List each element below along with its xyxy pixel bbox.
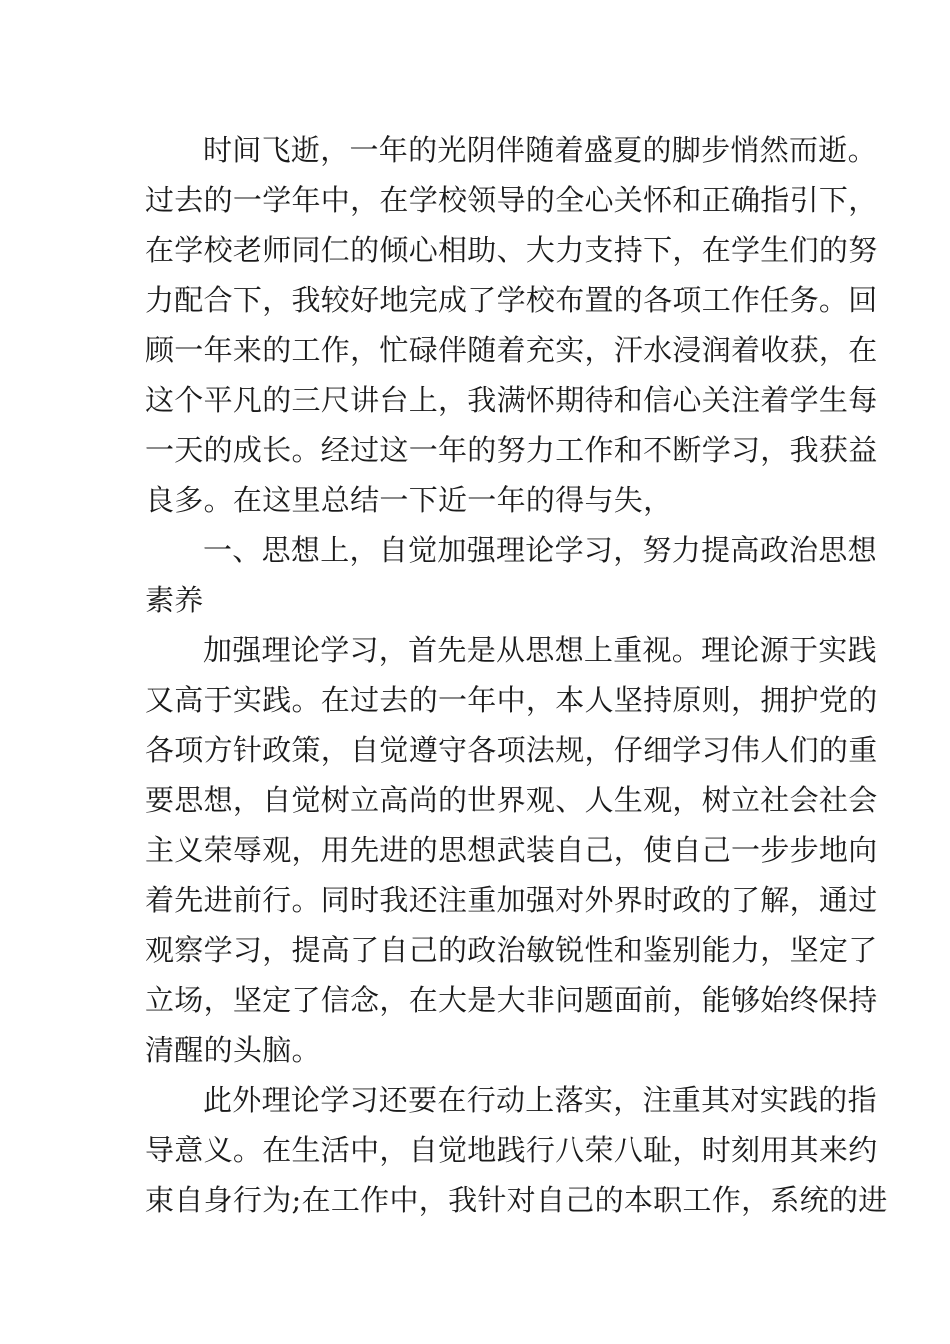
paragraph-line: 着先进前行。同时我还注重加强对外界时政的了解，通过: [145, 883, 878, 917]
section-heading-line: 素养: [145, 583, 204, 617]
paragraph-line: 这个平凡的三尺讲台上，我满怀期待和信心关注着学生每: [145, 383, 878, 417]
paragraph-line: 在学校老师同仁的倾心相助、大力支持下，在学生们的努: [145, 233, 878, 267]
paragraph-line: 要思想，自觉树立高尚的世界观、人生观，树立社会社会: [145, 783, 878, 817]
section-heading-line: 一、思想上，自觉加强理论学习，努力提高政治思想: [203, 533, 877, 567]
paragraph-line: 各项方针政策，自觉遵守各项法规，仔细学习伟人们的重: [145, 733, 878, 767]
paragraph-line: 顾一年来的工作，忙碌伴随着充实，汗水浸润着收获，在: [145, 333, 878, 367]
paragraph-line: 束自身行为;在工作中，我针对自己的本职工作，系统的进: [145, 1183, 888, 1217]
paragraph-line: 良多。在这里总结一下近一年的得与失，: [145, 483, 673, 517]
paragraph-line: 导意义。在生活中，自觉地践行八荣八耻，时刻用其来约: [145, 1133, 878, 1167]
paragraph-line: 过去的一学年中，在学校领导的全心关怀和正确指引下，: [145, 183, 878, 217]
paragraph-line: 一天的成长。经过这一年的努力工作和不断学习，我获益: [145, 433, 878, 467]
paragraph-line: 立场，坚定了信念，在大是大非问题面前，能够始终保持: [145, 983, 878, 1017]
document-body: [145, 125, 888, 1225]
paragraph-line: 主义荣辱观，用先进的思想武装自己，使自己一步步地向: [145, 833, 878, 867]
paragraph-line: 力配合下，我较好地完成了学校布置的各项工作任务。回: [145, 283, 878, 317]
paragraph-line: 清醒的头脑。: [145, 1033, 321, 1067]
paragraph-line: 观察学习，提高了自己的政治敏锐性和鉴别能力，坚定了: [145, 933, 878, 967]
paragraph-line: 加强理论学习，首先是从思想上重视。理论源于实践: [203, 633, 877, 667]
paragraph-line: 又高于实践。在过去的一年中，本人坚持原则，拥护党的: [145, 683, 878, 717]
paragraph-line: 时间飞逝，一年的光阴伴随着盛夏的脚步悄然而逝。: [203, 133, 877, 167]
paragraph-line: 此外理论学习还要在行动上落实，注重其对实践的指: [203, 1083, 877, 1117]
